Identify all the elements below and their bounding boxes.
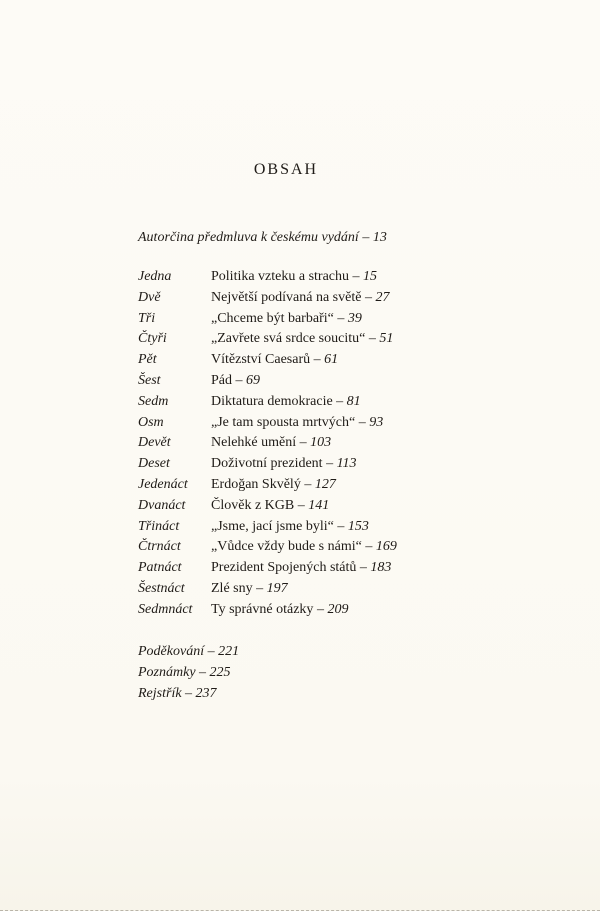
chapter-title-line (211, 600, 558, 621)
chapter-title-line (211, 329, 558, 350)
chapter-title: Diktatura demokracie (211, 393, 333, 409)
chapter-row (138, 517, 558, 538)
chapter-number: Čtrnáct (138, 539, 181, 555)
chapter-row (138, 392, 558, 413)
chapter-title: „Vůdce vždy bude s námi“ (211, 539, 362, 555)
chapter-title-line (211, 309, 558, 330)
chapter-title-line (211, 579, 558, 600)
chapter-page-number: 141 (308, 497, 330, 513)
chapter-page-number: 153 (347, 518, 369, 534)
backmatter-row (138, 641, 239, 662)
chapter-row (138, 537, 558, 558)
chapter-page-number: 51 (379, 331, 394, 347)
backmatter-page-number: 221 (218, 644, 240, 659)
chapter-title: „Zavřete svá srdce soucitu“ (211, 331, 366, 347)
backmatter-row (138, 662, 239, 683)
chapter-number: Deset (138, 456, 170, 472)
chapter-number: Šestnáct (138, 580, 185, 596)
chapter-row (138, 329, 558, 350)
chapter-title: Zlé sny (211, 580, 253, 596)
chapter-title-line (211, 558, 558, 579)
backmatter-row (138, 683, 239, 704)
separator-dash: – (358, 414, 366, 430)
chapter-row (138, 475, 558, 496)
chapter-title-line (211, 413, 558, 434)
chapter-number: Devět (138, 435, 171, 451)
separator-dash: – (336, 393, 344, 409)
chapter-title: Prezident Spojených států (211, 560, 357, 576)
chapter-title: Doživotní prezident (211, 456, 323, 472)
chapter-row (138, 413, 558, 434)
page-bottom-edge (0, 907, 600, 911)
chapter-title: Politika vzteku a strachu (211, 269, 350, 284)
chapter-number: Sedmnáct (138, 601, 193, 617)
chapter-title: Erdoğan Skvělý (211, 476, 301, 492)
chapter-title: Ty správné otázky (211, 601, 314, 617)
separator-dash: – (337, 310, 345, 326)
backmatter-list (138, 641, 239, 704)
separator-dash: – (235, 372, 243, 388)
backmatter-label: Poznámky (138, 665, 196, 680)
backmatter-page-number: 225 (209, 665, 231, 680)
backmatter-label: Poděkování (138, 644, 205, 659)
chapter-page-number: 27 (375, 289, 390, 305)
separator-dash: – (365, 539, 373, 555)
chapter-number: Pět (138, 352, 157, 368)
chapter-number: Jedenáct (138, 476, 188, 492)
chapter-number: Patnáct (138, 560, 182, 576)
chapter-page-number: 183 (370, 560, 392, 576)
chapter-title-line (211, 454, 558, 475)
toc-heading: OBSAH (253, 161, 319, 178)
chapter-title: „Je tam spousta mrtvých“ (211, 414, 356, 430)
separator-dash: – (207, 644, 215, 659)
chapter-number: Jedna (138, 269, 172, 284)
chapter-title-line (211, 433, 558, 454)
separator-dash: – (299, 435, 307, 451)
chapter-row (138, 288, 558, 309)
chapter-page-number: 69 (246, 372, 260, 388)
chapter-page-number: 113 (336, 456, 357, 472)
preface-label: Autorčina předmluva k českému vydání (138, 230, 359, 245)
chapter-page-number: 93 (369, 414, 384, 430)
chapter-row (138, 579, 558, 600)
chapter-page-number: 15 (363, 269, 378, 284)
chapter-title: „Jsme, jací jsme byli“ (211, 518, 334, 534)
chapter-row (138, 558, 558, 579)
separator-dash: – (297, 497, 305, 513)
chapter-number: Dvě (138, 289, 161, 305)
chapter-page-number: 127 (314, 476, 336, 492)
chapter-row (138, 454, 558, 475)
chapter-title-line (211, 392, 558, 413)
separator-dash: – (185, 686, 193, 701)
separator-dash: – (364, 289, 372, 305)
chapter-row (138, 496, 558, 517)
separator-dash: – (359, 560, 367, 576)
separator-dash: – (337, 518, 345, 534)
separator-dash: – (256, 580, 264, 596)
chapter-row (138, 433, 558, 454)
preface-entry (138, 230, 387, 246)
chapter-page-number: 209 (327, 601, 349, 617)
chapter-title: „Chceme být barbaři“ (211, 310, 334, 326)
separator-dash: – (199, 665, 207, 680)
separator-dash: – (362, 230, 370, 245)
chapter-page-number: 103 (310, 435, 332, 451)
chapter-page-number: 39 (347, 310, 362, 326)
separator-dash: – (326, 456, 334, 472)
chapter-title-line (211, 288, 558, 309)
separator-dash: – (304, 476, 312, 492)
chapter-number: Čtyři (138, 331, 167, 347)
chapter-title: Člověk z KGB (211, 497, 295, 513)
chapter-number: Osm (138, 414, 164, 430)
chapter-title-line (211, 371, 558, 392)
separator-dash: – (368, 331, 376, 347)
chapter-list (138, 267, 558, 621)
chapter-title-line (211, 350, 558, 371)
chapter-title: Pád (211, 372, 232, 388)
chapter-title: Vítězství Caesarů (211, 352, 311, 368)
chapter-row (138, 371, 558, 392)
chapter-title-line (211, 496, 558, 517)
chapter-row (138, 309, 558, 330)
chapter-page-number: 61 (324, 352, 339, 368)
chapter-row (138, 600, 558, 621)
chapter-page-number: 169 (375, 539, 397, 555)
chapter-row (138, 267, 558, 288)
separator-dash: – (352, 269, 360, 284)
chapter-page-number: 197 (266, 580, 288, 596)
separator-dash: – (313, 352, 321, 368)
chapter-number: Dvanáct (138, 497, 186, 513)
chapter-row (138, 350, 558, 371)
backmatter-label: Rejstřík (138, 686, 182, 701)
backmatter-page-number: 237 (195, 686, 217, 701)
chapter-number: Šest (138, 372, 161, 388)
chapter-title-line (211, 537, 558, 558)
chapter-title-line (211, 475, 558, 496)
chapter-number: Tři (138, 310, 156, 326)
chapter-page-number: 81 (346, 393, 361, 409)
chapter-title-line (211, 517, 558, 538)
separator-dash: – (316, 601, 324, 617)
chapter-number: Sedm (138, 393, 169, 409)
chapter-title-line (211, 267, 558, 288)
chapter-title: Nelehké umění (211, 435, 297, 451)
chapter-number: Třináct (138, 518, 180, 534)
preface-page-number: 13 (372, 230, 387, 245)
chapter-title: Největší podívaná na světě (211, 289, 362, 305)
